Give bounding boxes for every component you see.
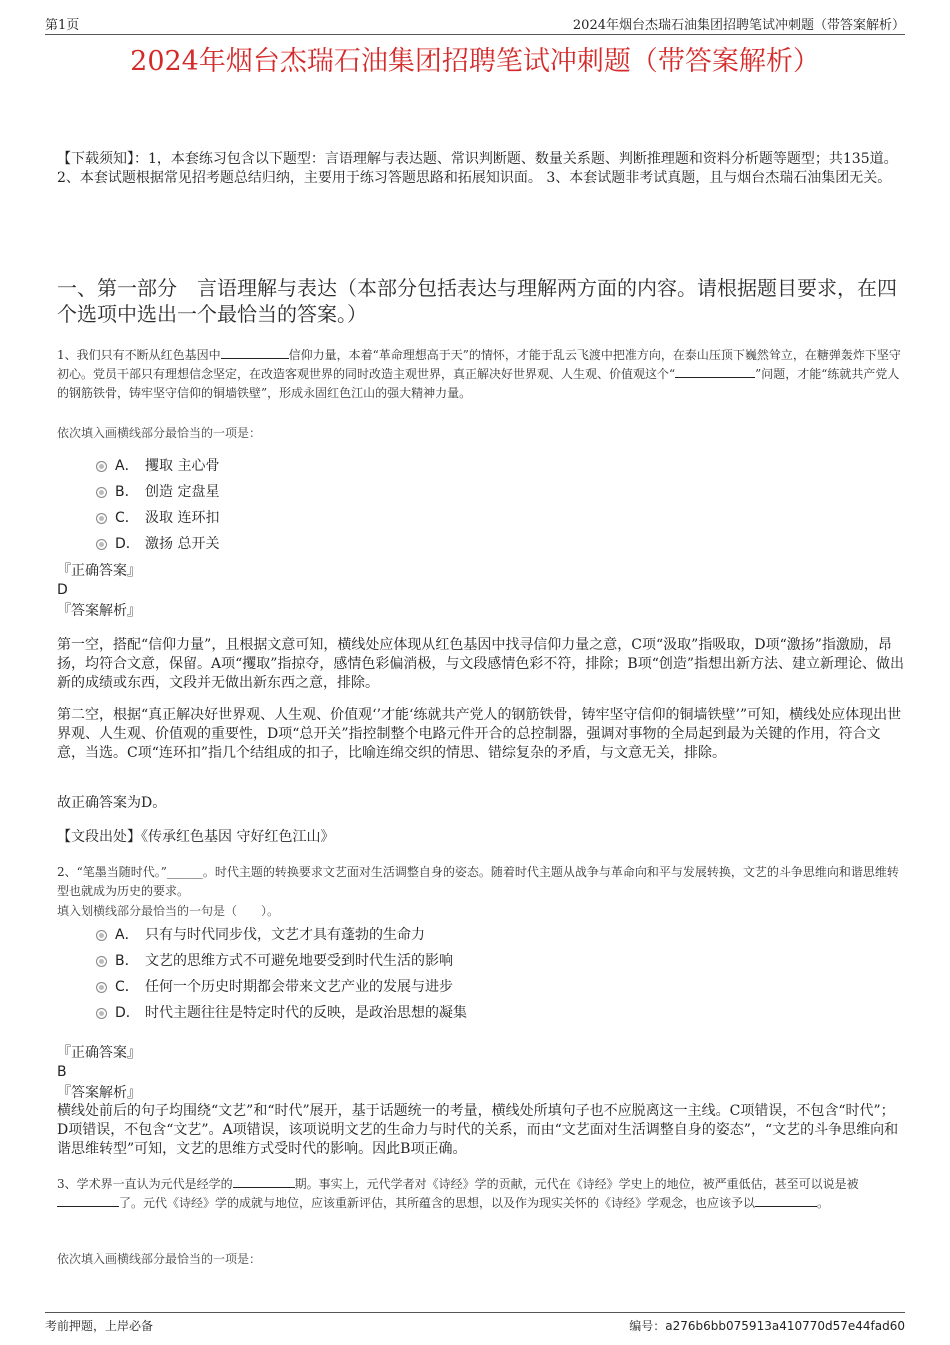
footer-code: 编号：a276b6bb075913a410770d57e44fad60 bbox=[629, 1319, 905, 1333]
page-header bbox=[45, 14, 905, 35]
question-1-stem: 1、我们只有不断从红色基因中 信仰力量，本着“革命理想高于天”的情怀，才能于乱云飞渡中把准方向，在泰山压顶下巍然耸立，在糖弹轰炸下坚守初心。党员干部只有理想信念坚定，在改造客观世界的同时改造主观世界，真正解决好世界观、人生观、价值观这个“ ”问题，才能“练就共产党人的钢筋铁骨，铸牢坚守信仰的铜墙铁壁”，形成永固红色江山的强大精神力量。 bbox=[57, 348, 901, 400]
q1-conclusion: 故正确答案为D。 bbox=[57, 795, 167, 811]
q2-analysis-label: 『答案解析』 bbox=[57, 1085, 141, 1101]
question-2-prompt: 填入划横线部分最恰当的一句是（ ）。 bbox=[57, 904, 280, 918]
blank-1 bbox=[233, 1175, 295, 1188]
q2-option-c[interactable]: C． 任何一个历史时期都会带来文艺产业的发展与进步 bbox=[96, 977, 453, 997]
radio-icon[interactable] bbox=[96, 1008, 107, 1019]
radio-icon[interactable] bbox=[96, 539, 107, 550]
q1-answer: D bbox=[57, 582, 68, 598]
radio-icon[interactable] bbox=[96, 461, 107, 472]
q2-option-a[interactable]: A． 只有与时代同步伐，文艺才具有蓬勃的生命力 bbox=[96, 925, 425, 945]
question-1-prompt: 依次填入画横线部分最恰当的一项是： bbox=[57, 426, 262, 440]
q2-answer: B bbox=[57, 1064, 67, 1080]
q2-option-b[interactable]: B． 文艺的思维方式不可避免地要受到时代生活的影响 bbox=[96, 951, 453, 971]
header-doc-title: 2024年烟台杰瑞石油集团招聘笔试冲刺题（带答案解析） bbox=[572, 18, 905, 33]
page-footer bbox=[45, 1312, 905, 1334]
q1-answer-label: 『正确答案』 bbox=[57, 563, 141, 579]
page-number: 第1页 bbox=[45, 18, 80, 33]
blank-2 bbox=[57, 1194, 119, 1207]
footer-slogan: 考前押题，上岸必备 bbox=[45, 1319, 154, 1333]
question-3-stem: 3、学术界一直认为元代是经学的 期。事实上，元代学者对《诗经》学的贡献，元代在《诗经》学史上的地位，被严重低估，甚至可以说是被了。元代《诗经》学的成就与地位，应该重新评估，其所蕴含的思想，以及作为现实关怀的《诗经》学观念，也应该予以 。 bbox=[57, 1177, 859, 1210]
q1-option-c[interactable]: C． 汲取 连环扣 bbox=[96, 508, 219, 528]
blank-3 bbox=[755, 1194, 817, 1207]
q2-option-d[interactable]: D． 时代主题往往是特定时代的反映，是政治思想的凝集 bbox=[96, 1003, 467, 1023]
q1-analysis-paragraph-1: 第一空，搭配“信仰力量”，且根据文意可知，横线处应体现从红色基因中找寻信仰力量之意，C项“汲取”指吸取，D项“激扬”指激励，昂扬，均符合文意，保留。A项“攫取”指掠夺，感情色彩偏消极，与文段感情色彩不符，排除；B项“创造”指想出新方法、建立新理论、做出新的成绩或东西，文段并无做出新东西之意，排除。 bbox=[57, 637, 905, 691]
radio-icon[interactable] bbox=[96, 487, 107, 498]
q2-analysis: 横线处前后的句子均围绕“文艺”和“时代”展开，基于话题统一的考量，横线处所填句子也不应脱离这一主线。C项错误，不包含“时代”；D项错误，不包含“文艺”。A项错误，该项说明文艺的生命力与时代的关系，而由“文艺面对生活调整自身的姿态”，“文艺的斗争思维向和谐思维转型”可知，文艺的思维方式受时代的影响。因此B项正确。 bbox=[57, 1103, 899, 1157]
radio-icon[interactable] bbox=[96, 513, 107, 524]
radio-icon[interactable] bbox=[96, 982, 107, 993]
q1-analysis-label: 『答案解析』 bbox=[57, 603, 141, 619]
blank-1 bbox=[221, 346, 289, 359]
q1-option-d[interactable]: D． 激扬 总开关 bbox=[96, 534, 219, 554]
question-2-stem: 2、“笔墨当随时代。”______。时代主题的转换要求文艺面对生活调整自身的姿态。随着时代主题从战争与革命向和平与发展转换，文艺的斗争思维向和谐思维转型也就成为历史的要求。 bbox=[57, 865, 899, 898]
question-3-prompt: 依次填入画横线部分最恰当的一项是： bbox=[57, 1252, 262, 1266]
q1-source: 【文段出处】《传承红色基因 守好红色江山》 bbox=[57, 829, 335, 845]
section-title: 一、第一部分 言语理解与表达（本部分包括表达与理解两方面的内容。请根据题目要求，在四个选项中选出一个最恰当的答案。） bbox=[57, 276, 897, 326]
q1-option-a[interactable]: A． 攫取 主心骨 bbox=[96, 456, 219, 476]
q1-analysis-paragraph-2: 第二空，根据“真正解决好世界观、人生观、价值观‘’才能‘练就共产党人的钢筋铁骨，铸牢坚守信仰的铜墙铁壁’”可知，横线处应体现出世界观、人生观、价值观的重要性，D项“总开关”指控制整个电路元件开合的总控制器，强调对事物的全局起到最为关键的作用，符合文意，当选。C项“连环扣”指几个结组成的扣子，比喻连绵交织的情思、错综复杂的矛盾，与文意无关，排除。 bbox=[57, 707, 902, 761]
q1-option-b[interactable]: B． 创造 定盘星 bbox=[96, 482, 219, 502]
radio-icon[interactable] bbox=[96, 930, 107, 941]
document-title: 2024年烟台杰瑞石油集团招聘笔试冲刺题（带答案解析） bbox=[130, 46, 820, 77]
q2-answer-label: 『正确答案』 bbox=[57, 1045, 141, 1061]
blank-2 bbox=[675, 365, 755, 378]
download-notice: 【下载须知】：1，本套练习包含以下题型：言语理解与表达题、常识判断题、数量关系题、判断推理题和资料分析题等题型；共135道。 2、本套试题根据常见招考题总结归纳，主要用于练习答题思路和拓展知识面。 3、本套试题非考试真题，且与烟台杰瑞石油集团无关。 bbox=[57, 151, 898, 186]
radio-icon[interactable] bbox=[96, 956, 107, 967]
